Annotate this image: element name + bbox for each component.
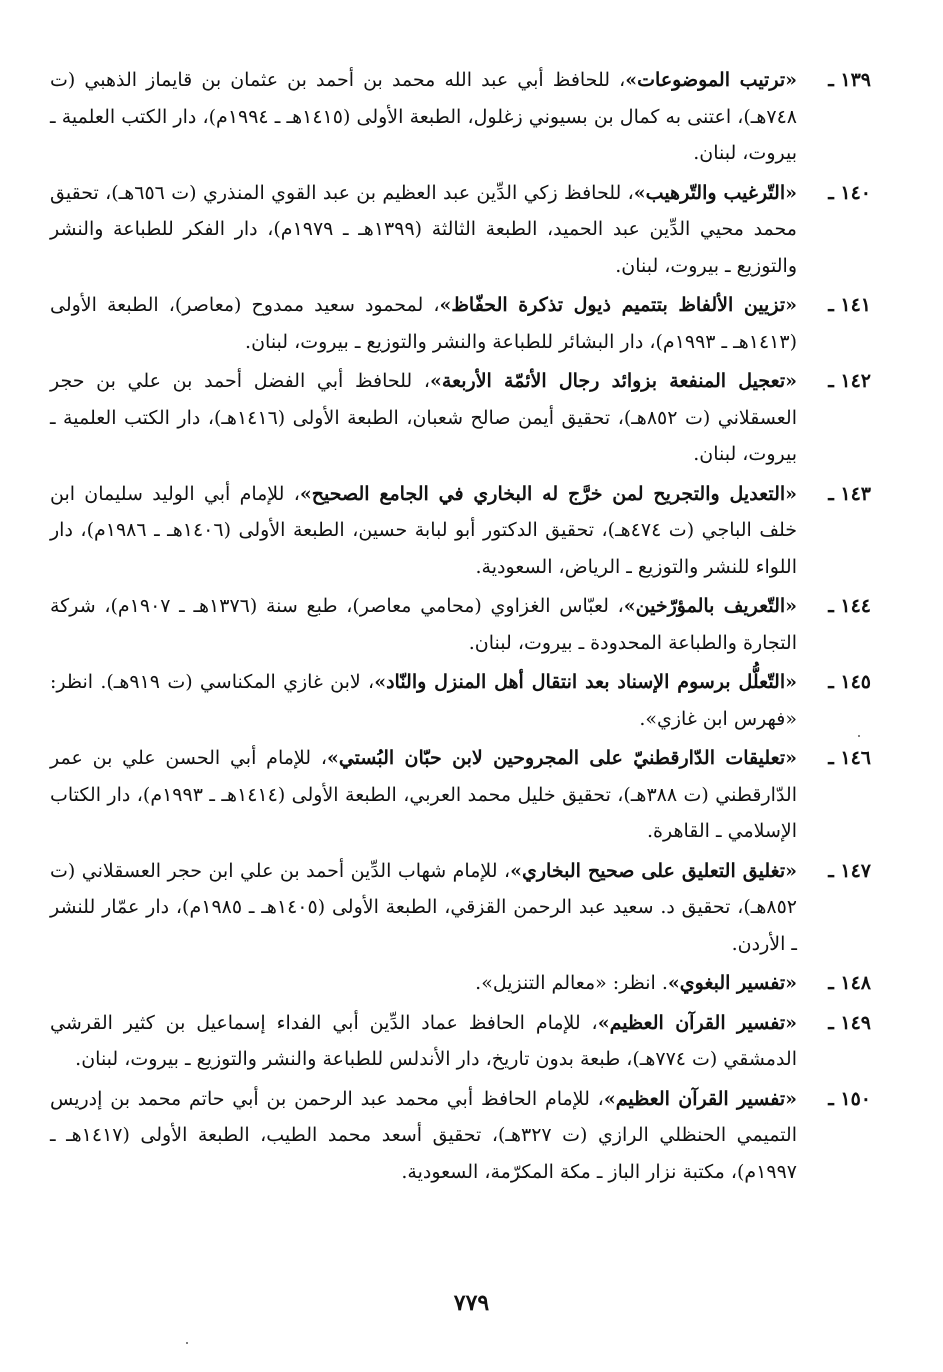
entry-details: ، للإمام الحافظ أبي محمد عبد الرحمن بن أبي حاتم محمد بن إدريس التميمي الحنظلي الرازي (ت ٣٢٧هـ)، تحقيق أسعد محمد الطيب، الطبعة الأولى (١٤١٧هـ ـ ١٩٩٧م)، مكتبة نزار الباز ـ مكة المكرّمة، السعودية. [50,1087,797,1183]
entry-text [50,853,797,963]
entry-number: ١٤٦ ـ [828,747,871,769]
bibliography-entry [50,965,871,1002]
entry-details: ، للإمام الحافظ عماد الدِّين أبي الفداء إسماعيل بن كثير القرشي الدمشقي (ت ٧٧٤هـ)، طبعة بدون تاريخ، دار الأندلس للطباعة والنشر والتوزيع ـ بيروت، لبنان. [50,1011,797,1070]
entry-text [50,363,797,473]
bibliography-entry [50,363,871,473]
entry-details: ، للإمام شهاب الدِّين أحمد بن علي ابن حجر العسقلاني (ت ٨٥٢هـ)، تحقيق د. سعيد عبد الرحمن القزقي، الطبعة الأولى (١٤٠٥هـ ـ ١٩٨٥م)، دار عمّار للنشر ـ الأردن. [50,859,798,955]
entry-title: «التعديل والتجريح لمن خرَّج له البخاري في الجامع الصحيح» [299,482,798,505]
entry-text [50,62,797,172]
entry-number: ١٤٧ ـ [828,859,871,882]
entry-details: ، للحافظ أبي عبد الله محمد بن أحمد بن عثمان بن قايماز الذهبي (ت ٧٤٨هـ)، اعتنى به كمال بن بسيوني زغلول، الطبعة الأولى (١٤١٥هـ ـ ١٩٩٤م)، دار الكتب العلمية ـ بيروت، لبنان. [50,69,798,164]
entry-details: ، للحافظ أبي الفضل أحمد بن علي بن حجر العسقلاني (ت ٨٥٢هـ)، تحقيق أيمن صالح شعبان، الطبعة الأولى (١٤١٦هـ)، دار الكتب العلمية ـ بيروت، لبنان. [50,370,798,465]
entry-text [50,175,797,285]
entry-details: ، للإمام أبي الوليد سليمان ابن خلف الباجي (ت ٤٧٤هـ)، تحقيق الدكتور أبو لبابة حسين، الطبعة الأولى (١٤٠٦هـ ـ ١٩٨٦م)، دار اللواء للنشر والتوزيع ـ الرياض، السعودية. [50,482,798,578]
scan-speck [186,1342,188,1344]
entry-number: ١٤٨ ـ [828,972,871,994]
entry-title: «تعليقات الدّارقطنيّ على المجروحين لابن حبّان البُستي» [326,747,797,769]
entry-details: ، لابن غازي المكناسي (ت ٩١٩هـ). انظر: «فهرس ابن غازي». [50,671,797,730]
entry-details: ، للحافظ زكي الدِّين عبد العظيم بن عبد القوي المنذري (ت ٦٥٦هـ)، تحقيق محمد محيي الدِّين عبد الحميد، الطبعة الثالثة (١٣٩٩هـ ـ ١٩٧٩م)، دار الفكر للطباعة والنشر والتوزيع ـ بيروت، لبنان. [50,181,797,277]
bibliography-entry [50,740,871,850]
bibliography-entry [50,588,871,661]
entry-title: «التّعلُّل برسوم الإسناد بعد انتقال أهل المنزل والنّاد» [374,671,797,693]
entry-title: «تعجيل المنفعة بزوائد رجال الأئمّة الأربعة» [430,370,798,392]
scan-speck [858,735,860,737]
entry-text [50,965,797,1002]
entry-text [50,740,797,850]
entry-number: ١٤٤ ـ [828,595,871,617]
entry-number: ١٣٩ ـ [828,69,871,91]
entry-number: ١٤٣ ـ [828,482,871,505]
bibliography-entry [50,853,871,963]
entry-number: ١٤٠ ـ [828,181,871,204]
entry-title: «التّعريف بالمؤرّخين» [623,595,798,617]
entry-text [50,588,797,661]
entry-title: «ترتيب الموضوعات» [625,69,797,91]
bibliography-entry [50,1005,871,1078]
page-number: ٧٧٩ [453,1290,490,1316]
entry-title: «تفسير القرآن العظيم» [597,1011,797,1034]
entry-text [50,287,797,360]
entry-details: ، لعبّاس الغزاوي (محامي معاصر)، طبع سنة (١٣٧٦هـ ـ ١٩٠٧م)، شركة التجارة والطباعة المحدودة ـ بيروت، لبنان. [50,595,797,654]
entry-number: ١٤٥ ـ [828,671,871,693]
entry-text [50,664,797,737]
entry-text [50,1005,797,1078]
entry-title: «تزيين الألفاظ بتتميم ذيول تذكرة الحفّاظ» [439,294,797,316]
bibliography-entry [50,175,871,285]
entry-number: ١٤٩ ـ [828,1011,871,1034]
entry-title: «تفسير القرآن العظيم» [603,1087,798,1110]
bibliography-entry [50,287,871,360]
entry-details: ، للإمام أبي الحسن علي بن عمر الدّارقطني (ت ٣٨٨هـ)، تحقيق خليل محمد العربي، الطبعة الأولى (١٤١٤هـ ـ ١٩٩٣م)، دار الكتاب الإسلامي ـ القاهرة. [50,747,797,842]
entry-details: ، لمحمود سعيد ممدوح (معاصر)، الطبعة الأولى (١٤١٣هـ ـ ١٩٩٣م)، دار البشائر للطباعة والنشر والتوزيع ـ بيروت، لبنان. [50,294,797,353]
entry-details: . انظر: «معالم التنزيل». [475,972,668,994]
entry-number: ١٤٢ ـ [828,370,871,392]
entry-number: ١٥٠ ـ [828,1087,871,1110]
entry-title: «التّرغيب والتّرهيب» [633,181,797,204]
entry-text [50,1081,797,1191]
entry-text [50,476,797,586]
entry-title: «تفسير البغوي» [667,972,797,994]
entry-title: «تغليق التعليق على صحيح البخاري» [510,859,797,882]
bibliography-list [50,62,871,1193]
bibliography-entry [50,1081,871,1191]
entry-number: ١٤١ ـ [828,294,871,316]
bibliography-entry [50,664,871,737]
bibliography-entry [50,62,871,172]
bibliography-entry [50,476,871,586]
